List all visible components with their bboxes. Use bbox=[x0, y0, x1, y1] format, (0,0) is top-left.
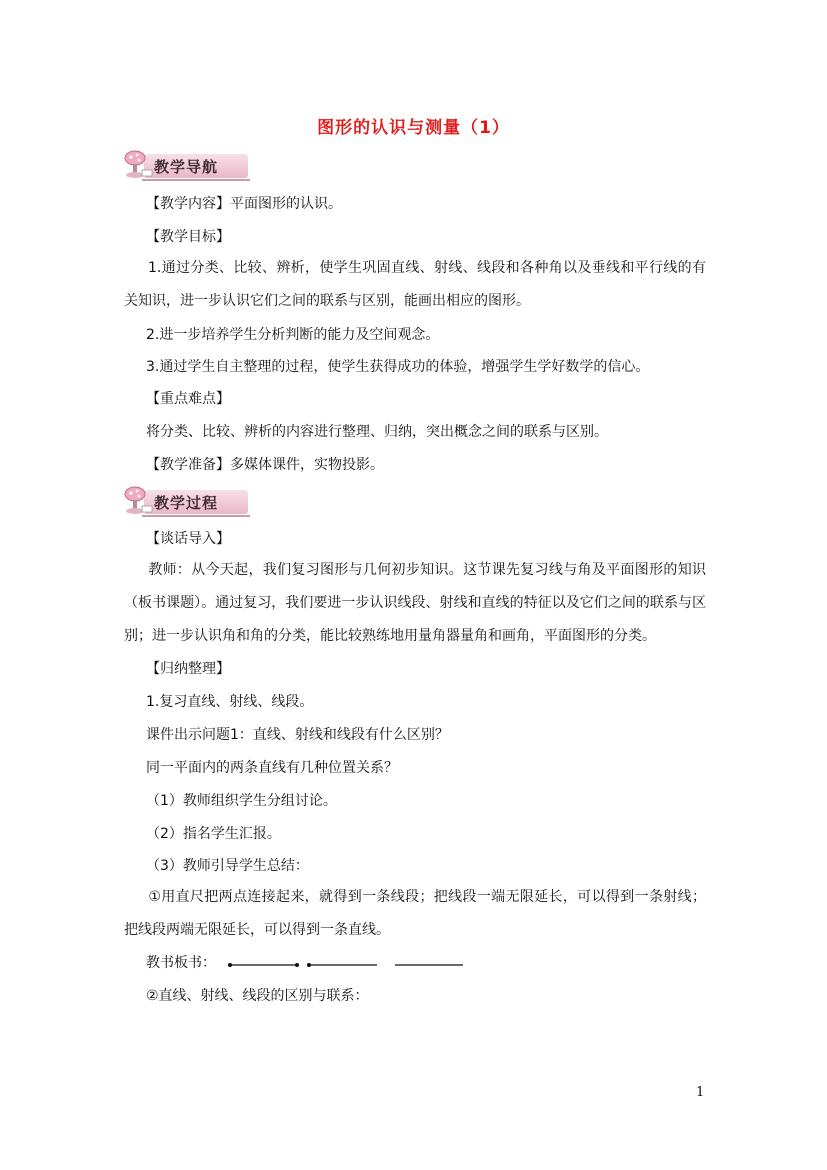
section-banner-nav bbox=[120, 148, 252, 182]
section-banner-process bbox=[120, 484, 252, 518]
document-title: 图形的认识与测量（1） bbox=[317, 118, 510, 138]
summary-item-6: （3）教师引导学生总结： bbox=[146, 858, 309, 874]
summary-item-1: 1.复习直线、射线、线段。 bbox=[146, 694, 314, 710]
summary-item-2: 课件出示问题1：直线、射线和线段有什么区别？ bbox=[146, 727, 449, 743]
summary-item-5: （2）指名学生汇报。 bbox=[146, 826, 281, 842]
goal-2: 2.进一步培养学生分析判断的能力及空间观念。 bbox=[146, 327, 440, 343]
intro-text: 教师：从今天起，我们复习图形与几何初步知识。这节课先复习线与角及平面图形的知识（板书课题）。通过复习，我们要进一步认识线段、射线和直线的特征以及它们之间的联系与区别；进一步认识角和角的分类，能比较熟练地用量角器量角和画角，平面图形的分类。 bbox=[124, 562, 706, 644]
summary-item-3: 同一平面内的两条直线有几种位置关系？ bbox=[146, 760, 398, 776]
summary-item-4: （1）教师组织学生分组讨论。 bbox=[146, 793, 337, 809]
banner-underline bbox=[142, 515, 250, 517]
board-line-diagram bbox=[227, 958, 467, 972]
summary-item-7 bbox=[124, 881, 706, 947]
banner-label: 教学导航 bbox=[154, 158, 219, 176]
goal-1-text: 1.通过分类、比较、辨析，使学生巩固直线、射线、线段和各种角以及垂线和平行线的有关知识，进一步认识它们之间的联系与区别，能画出相应的图形。 bbox=[124, 260, 706, 309]
summary-item-7-text: ①用直尺把两点连接起来，就得到一条线段；把线段一端无限延长，可以得到一条射线；把线段两端无限延长，可以得到一条直线。 bbox=[124, 889, 706, 938]
page-number: 1 bbox=[696, 1085, 705, 1100]
summary-item-9: ②直线、射线、线段的区别与联系： bbox=[146, 988, 369, 1004]
prep-text: 【教学准备】多媒体课件，实物投影。 bbox=[146, 457, 384, 473]
key-text: 将分类、比较、辨析的内容进行整理、归纳，突出概念之间的联系与区别。 bbox=[146, 424, 608, 440]
lamp-icon bbox=[120, 484, 154, 518]
lamp-icon bbox=[120, 148, 154, 182]
summary-heading: 【归纳整理】 bbox=[146, 661, 230, 677]
goal-heading: 【教学目标】 bbox=[146, 229, 230, 245]
key-heading: 【重点难点】 bbox=[146, 391, 230, 407]
board-label: 教书板书： bbox=[146, 955, 216, 971]
goal-1 bbox=[124, 252, 706, 318]
goal-3: 3.通过学生自主整理的过程，使学生获得成功的体验，增强学生学好数学的信心。 bbox=[146, 359, 650, 375]
line-segment-figure bbox=[228, 963, 299, 967]
banner-underline bbox=[142, 179, 250, 181]
teach-content: 【教学内容】平面图形的认识。 bbox=[146, 196, 342, 212]
banner-label: 教学过程 bbox=[154, 494, 219, 512]
intro-heading: 【谈话导入】 bbox=[146, 531, 230, 547]
intro-paragraph bbox=[124, 554, 706, 653]
ray-figure bbox=[307, 963, 377, 967]
